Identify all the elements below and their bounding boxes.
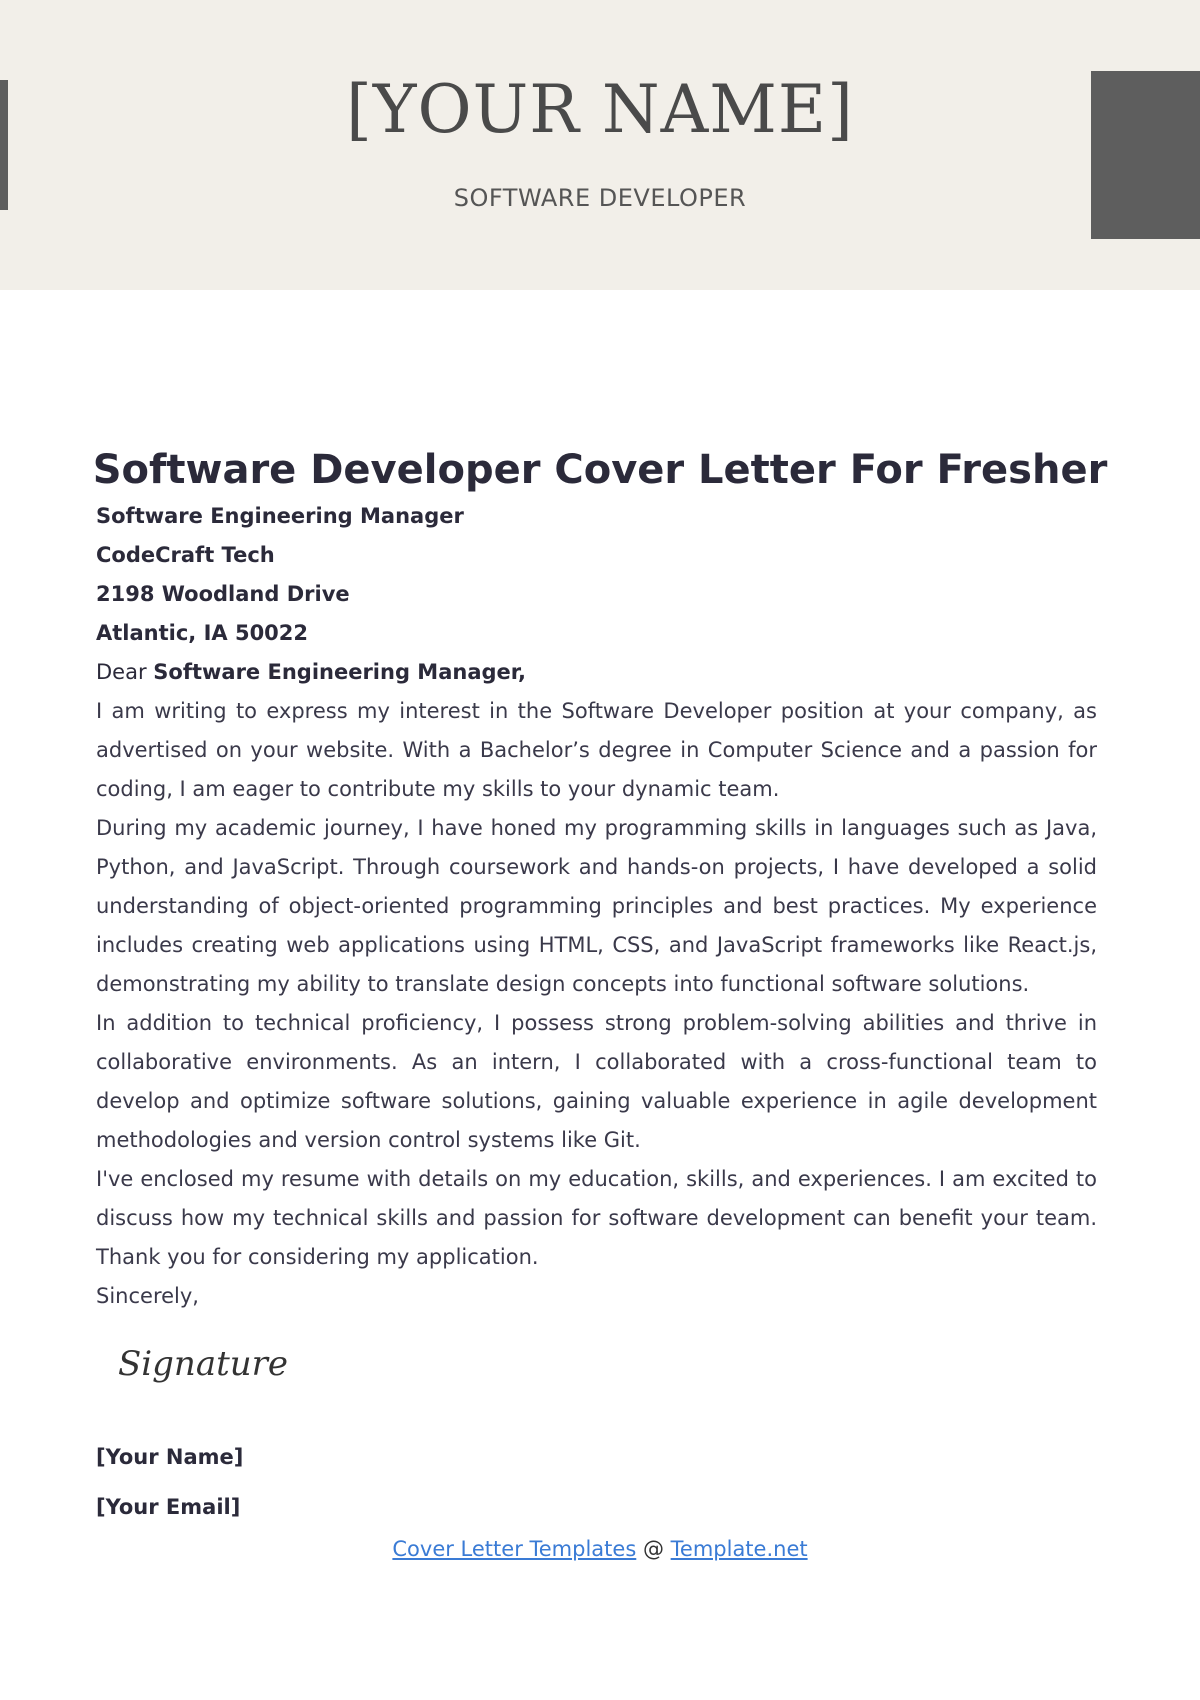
paragraph-closing: I've enclosed my resume with details on my education, skills, and experiences. I am excited to discuss how my technical skills and passion for software development can benefit your team. Thank you for considering my application. <box>96 1167 1097 1269</box>
footer-separator: @ <box>636 1537 671 1561</box>
applicant-role: SOFTWARE DEVELOPER <box>453 184 747 212</box>
recipient-title: Software Engineering Manager <box>96 504 464 528</box>
salutation-prefix: Dear <box>96 660 147 684</box>
header-band <box>0 0 1200 290</box>
template-net-link[interactable]: Template.net <box>670 1537 808 1561</box>
salutation <box>96 653 1097 692</box>
letter-body <box>96 497 1097 1316</box>
cover-letter-templates-link[interactable]: Cover Letter Templates <box>392 1537 637 1561</box>
recipient-city: Atlantic, IA 50022 <box>96 621 309 645</box>
footer <box>0 1534 1200 1564</box>
recipient-street: 2198 Woodland Drive <box>96 582 350 606</box>
salutation-name: Software Engineering Manager, <box>153 660 527 684</box>
paragraph-skills: During my academic journey, I have honed my programming skills in languages such as Java, Python, and JavaScript. Through coursework and hands-on projects, I have developed a solid understanding of object-oriented programming principles and best practices. My experience includes creating web applications using HTML, CSS, and JavaScript frameworks like React.js, demonstrating my ability to translate design concepts into functional software solutions. <box>96 816 1097 996</box>
paragraph-collaboration: In addition to technical proficiency, I possess strong problem-solving abilities and thrive in collaborative environments. As an intern, I collaborated with a cross-functional team to develop and optimize software solutions, gaining valuable experience in agile development methodologies and version control systems like Git. <box>96 1011 1097 1152</box>
signature: Signature <box>118 1344 289 1384</box>
recipient-company: CodeCraft Tech <box>96 543 275 567</box>
applicant-name: [YOUR NAME] <box>346 71 854 148</box>
letter-title: Software Developer Cover Letter For Fresher <box>92 447 1108 493</box>
closing: Sincerely, <box>96 1284 199 1308</box>
paragraph-intro: I am writing to express my interest in the Software Developer position at your company, as advertised on your website. With a Bachelor’s degree in Computer Science and a passion for coding, I am eager to contribute my skills to your dynamic team. <box>96 699 1097 801</box>
sender-email: [Your Email] <box>96 1495 241 1519</box>
sender-name: [Your Name] <box>96 1445 244 1469</box>
